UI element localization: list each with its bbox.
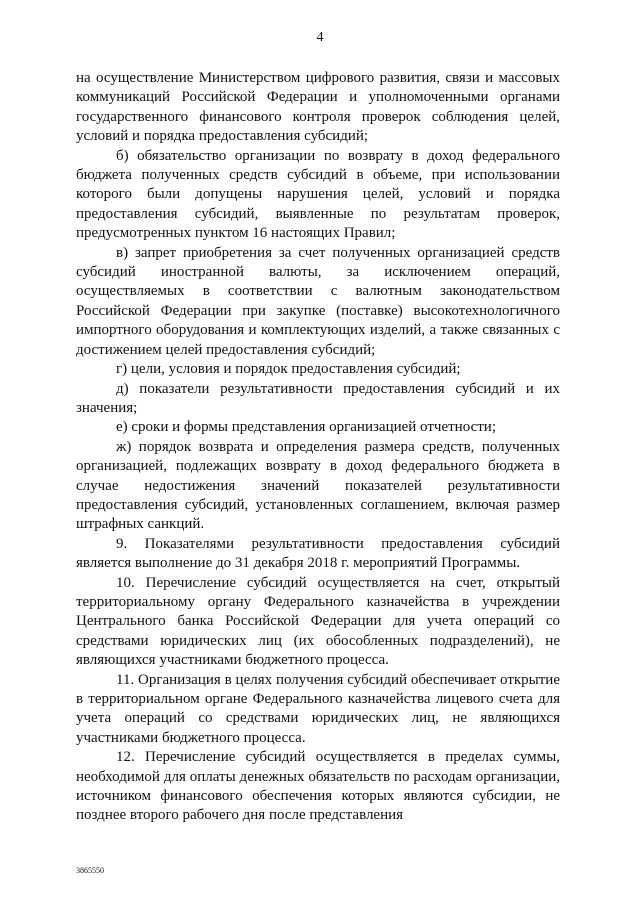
paragraph-item-zh: ж) порядок возврата и определения размера средств, полученных организацией, подлежащих возврату в доход федерального бюджета в случае недостижения значений показателей результативности предоставления субсидий, установленных соглашением, включая размер штрафных санкций. (76, 438, 560, 533)
paragraph-item-d: д) показатели результативности предоставления субсидий и их значения; (76, 380, 560, 416)
paragraph-item-v: в) запрет приобретения за счет полученных организацией средств субсидий иностранной валюты, за исключением операций, осуществляемых в соответствии с валютным законодательством Российской Федерации при закупке (поставке) высокотехнологичного импортного оборудования и комплектующих изделий, а также связанных с достижением целей предоставления субсидий; (76, 244, 560, 358)
paragraph-item-b: б) обязательство организации по возврату в доход федерального бюджета полученных средств субсидий в объеме, при использовании которого были допущены нарушения целей, условий и порядка предоставления субсидий, выявленные по результатам проверок, предусмотренных пунктом 16 настоящих Правил; (76, 147, 560, 242)
paragraph-clause-9: 9. Показателями результативности предоставления субсидий является выполнение до 31 декабря 2018 г. мероприятий Программы. (76, 535, 560, 572)
document-body (76, 69, 560, 826)
paragraph-clause-11: 11. Организация в целях получения субсидий обеспечивает открытие в территориальном органе Федерального казначейства лицевого счета для учета операций со средствами юридических лиц, не являющихся участниками бюджетного процесса. (76, 671, 560, 746)
page-number: 4 (316, 30, 324, 45)
paragraph-item-g: г) цели, условия и порядок предоставления субсидий; (116, 361, 461, 378)
paragraph-clause-12: 12. Перечисление субсидий осуществляется в пределах суммы, необходимой для оплаты денежных обязательств по расходам организации, источником финансового обеспечения которых являются субсидии, не позднее второго рабочего дня после представления (76, 749, 560, 824)
paragraph-item-e: е) сроки и формы представления организацией отчетности; (116, 419, 496, 436)
paragraph-clause-10: 10. Перечисление субсидий осуществляется на счет, открытый территориальному органу Федерального казначейства в учреждении Центрального банка Российской Федерации для учета операций со средствами юридических лиц (их обособленных подразделений), не являющихся участниками бюджетного процесса. (76, 574, 560, 669)
document-code: 3865550 (76, 866, 104, 875)
paragraph-continuation: на осуществление Министерством цифрового развития, связи и массовых коммуникаций Российской Федерации и уполномоченными органами государственного финансового контроля проверок соблюдения целей, условий и порядка предоставления субсидий; (76, 70, 560, 145)
